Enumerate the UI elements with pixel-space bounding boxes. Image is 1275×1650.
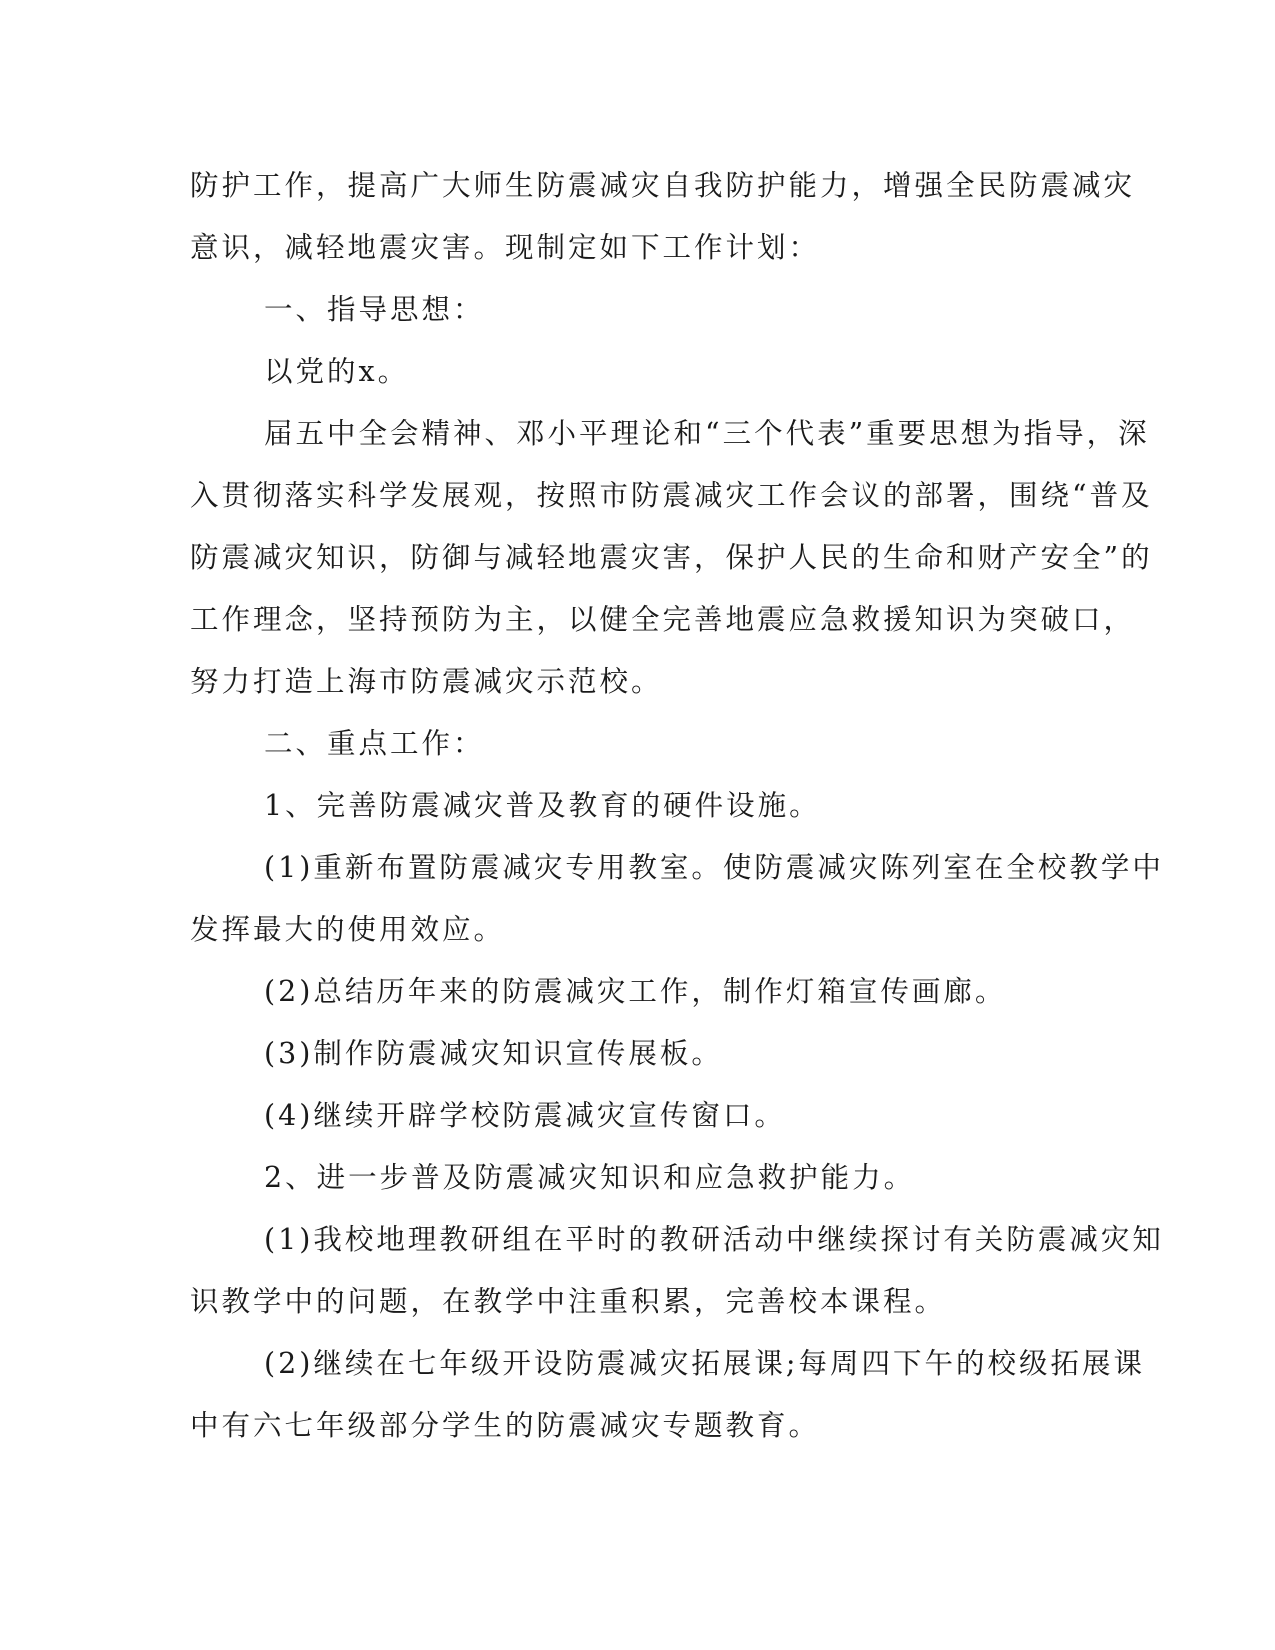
text-line: 以党的x。 [264, 355, 410, 388]
list-item: (2)总结历年来的防震减灾工作，制作灯箱宣传画廊。 [264, 975, 1007, 1008]
list-item: (1)我校地理教研组在平时的教研活动中继续探讨有关防震减灾知 [264, 1223, 1164, 1256]
text-line: 中有六七年级部分学生的防震减灾专题教育。 [190, 1409, 821, 1442]
text-line: 届五中全会精神、邓小平理论和“三个代表”重要思想为指导，深 [264, 417, 1150, 450]
text-line: 识教学中的问题，在教学中注重积累，完善校本课程。 [190, 1285, 947, 1318]
section-heading: 一、指导思想： [264, 293, 485, 326]
text-line: 防护工作，提高广大师生防震减灾自我防护能力，增强全民防震减灾 [190, 169, 1136, 202]
list-item: (4)继续开辟学校防震减灾宣传窗口。 [264, 1099, 786, 1132]
text-line: 努力打造上海市防震减灾示范校。 [190, 665, 663, 698]
list-item-heading: 1、完善防震减灾普及教育的硬件设施。 [264, 789, 821, 822]
text-line: 发挥最大的使用效应。 [190, 913, 506, 946]
text-line: 工作理念，坚持预防为主，以健全完善地震应急救援知识为突破口， [190, 603, 1136, 636]
text-line: 意识，减轻地震灾害。现制定如下工作计划： [190, 231, 821, 264]
section-heading: 二、重点工作： [264, 727, 485, 760]
list-item: (1)重新布置防震减灾专用教室。使防震减灾陈列室在全校教学中 [264, 851, 1164, 884]
document-body [190, 155, 1164, 1457]
text-line: 防震减灾知识，防御与减轻地震灾害，保护人民的生命和财产安全”的 [190, 541, 1153, 574]
list-item: (2)继续在七年级开设防震减灾拓展课;每周四下午的校级拓展课 [264, 1347, 1145, 1380]
list-item-heading: 2、进一步普及防震减灾知识和应急救护能力。 [264, 1161, 916, 1194]
list-item: (3)制作防震减灾知识宣传展板。 [264, 1037, 723, 1070]
text-line: 入贯彻落实科学发展观，按照市防震减灾工作会议的部署，围绕“普及 [190, 479, 1153, 512]
